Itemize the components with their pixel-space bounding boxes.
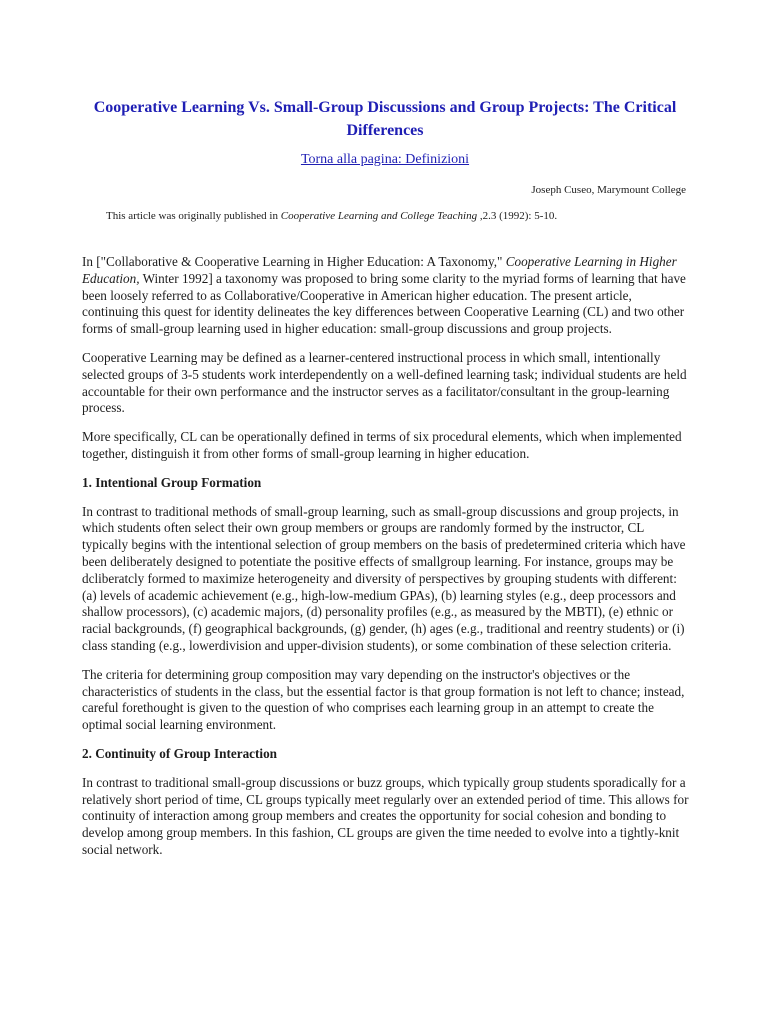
article-body <box>82 254 689 871</box>
paragraph-intro <box>82 254 689 338</box>
section-heading-2: 2. Continuity of Group Interaction <box>82 745 278 761</box>
pubnote-suffix: ,2.3 (1992): 5-10. <box>477 210 558 222</box>
intro-part-b: Winter 1992] a taxonomy was proposed to bring some clarity to the myriad forms of learning that have been loosely referred to as Collaborative/Cooperative in American higher education. The present article, continuing this quest for identity delineates the key differences between Cooperative Learning (CL) and two other forms of small-group learning used in higher education: small-group discussions and group projects. <box>82 270 686 337</box>
intro-part-a: In ["Collaborative & Cooperative Learning in Higher Education: A Taxonomy," <box>82 254 506 269</box>
paragraph-definition: Cooperative Learning may be defined as a learner-centered instructional process in which small, intentionally selected groups of 3-5 students work interdependently on a well-defined learning task; individual students are held accountable for their own performance and the instructor serves as a facilitator/consultant in the group-learning process. <box>82 349 687 416</box>
publication-note <box>106 209 557 223</box>
article-title: Cooperative Learning Vs. Small-Group Discussions and Group Projects: The Critical Differences <box>93 99 677 139</box>
paragraph-elements: More specifically, CL can be operationally defined in terms of six procedural elements, which when implemented together, distinguish it from other forms of small-group learning in higher education. <box>82 429 682 461</box>
paragraph-group-criteria: The criteria for determining group composition may vary depending on the instructor's objectives or the characteristics of students in the class, but the essential factor is that group formation is not left to chance; instead, careful forethought is given to the question of who comprises each learning group in an attempt to create the optimal social learning environment. <box>82 666 685 733</box>
paragraph-continuity: In contrast to traditional small-group discussions or buzz groups, which typically group students sporadically for a relatively short period of time, CL groups typically meet regularly over an extended period of time. This allows for continuity of interaction among group members and creates the opportunity for social cohesion and bonding to develop among group members. In this fashion, CL groups are given the time needed to evolve into a tightly-knit social network. <box>82 774 689 857</box>
section-heading-1: 1. Intentional Group Formation <box>82 474 262 490</box>
author-line: Joseph Cuseo, Marymount College <box>531 184 686 196</box>
paragraph-group-formation: In contrast to traditional methods of small-group learning, such as small-group discussions and group projects, in which students often select their own group members or groups are randomly formed by the instructor, CL typically begins with the intentional selection of group members on the basis of predetermined criteria which have been deliberately designed to potentiate the positive effects of smallgroup learning. For instance, groups may be dcliberatcly formed to maximize heterogeneity and diversity of perspectives by grouping students with different: (a) levels of academic achievement (e.g., high-low-medium GPAs), (b) learning styles (e.g., deep processors and shallow processors), (c) academic majors, (d) personality profiles (e.g., as measured by the MBTI), (e) ethnic or racial backgrounds, (f) geographical backgrounds, (g) gender, (h) ages (e.g., traditional and reentry students) or (i) class standing (e.g., lowerdivision and upper-division students), or some combination of these selection criteria. <box>82 503 686 653</box>
back-to-definitions-link[interactable]: Torna alla pagina: Definizioni <box>300 152 470 167</box>
intro-journal: Cooperative Learning in Higher Education, <box>82 254 677 286</box>
pubnote-journal: Cooperative Learning and College Teaching <box>280 210 478 222</box>
pubnote-prefix: This article was originally published in <box>106 210 281 222</box>
